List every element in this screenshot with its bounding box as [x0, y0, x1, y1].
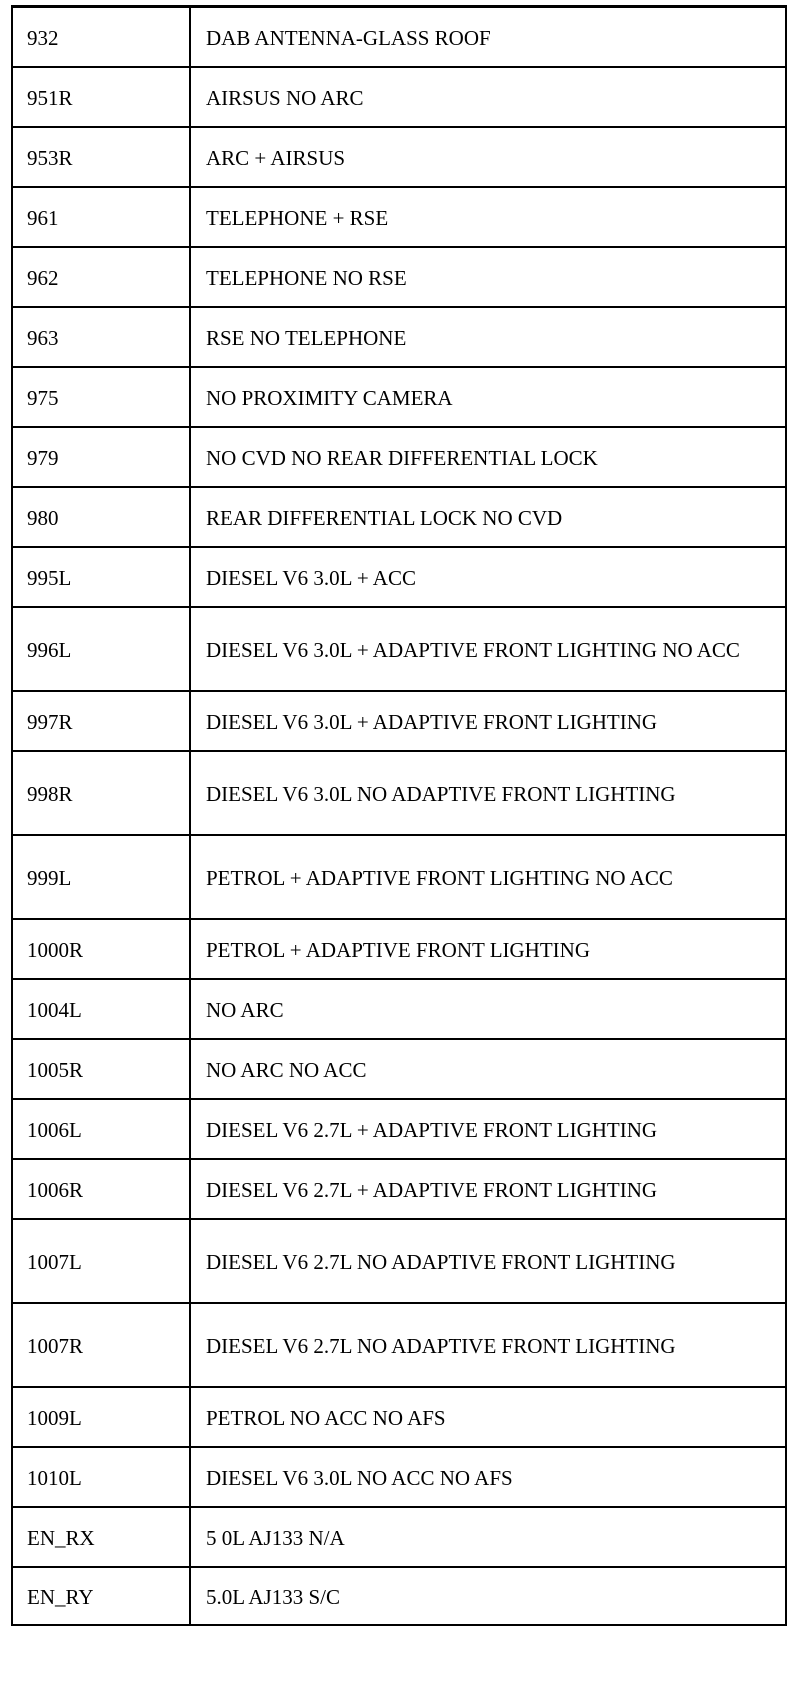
table-row	[12, 67, 786, 127]
option-code: EN_RX	[12, 1507, 190, 1567]
option-code: EN_RY	[12, 1567, 190, 1625]
option-code: 961	[12, 187, 190, 247]
table-row	[12, 979, 786, 1039]
option-code: 997R	[12, 691, 190, 751]
table-row	[12, 7, 786, 68]
option-description: NO ARC	[190, 979, 786, 1039]
table-row	[12, 1567, 786, 1625]
option-code: 1000R	[12, 919, 190, 979]
option-code: 1009L	[12, 1387, 190, 1447]
option-description: NO ARC NO ACC	[190, 1039, 786, 1099]
option-description: REAR DIFFERENTIAL LOCK NO CVD	[190, 487, 786, 547]
table-row	[12, 691, 786, 751]
table-row	[12, 607, 786, 691]
option-code: 995L	[12, 547, 190, 607]
option-description: DIESEL V6 2.7L + ADAPTIVE FRONT LIGHTING	[190, 1159, 786, 1219]
option-description: PETROL + ADAPTIVE FRONT LIGHTING	[190, 919, 786, 979]
table-row	[12, 1507, 786, 1567]
option-description: ARC + AIRSUS	[190, 127, 786, 187]
option-description: PETROL + ADAPTIVE FRONT LIGHTING NO ACC	[190, 835, 786, 919]
option-code-table	[11, 5, 787, 1626]
table-row	[12, 307, 786, 367]
option-code: 1005R	[12, 1039, 190, 1099]
option-description: 5 0L AJ133 N/A	[190, 1507, 786, 1567]
option-code: 962	[12, 247, 190, 307]
option-code: 963	[12, 307, 190, 367]
option-description: 5.0L AJ133 S/C	[190, 1567, 786, 1625]
table-row	[12, 1447, 786, 1507]
option-code: 953R	[12, 127, 190, 187]
table-row	[12, 1219, 786, 1303]
table-row	[12, 835, 786, 919]
option-code: 1007R	[12, 1303, 190, 1387]
option-description: NO CVD NO REAR DIFFERENTIAL LOCK	[190, 427, 786, 487]
option-code: 1010L	[12, 1447, 190, 1507]
table-row	[12, 187, 786, 247]
option-description: DAB ANTENNA-GLASS ROOF	[190, 7, 786, 68]
option-code: 932	[12, 7, 190, 68]
table-row	[12, 487, 786, 547]
option-code: 1006R	[12, 1159, 190, 1219]
table-row	[12, 751, 786, 835]
option-description: DIESEL V6 2.7L + ADAPTIVE FRONT LIGHTING	[190, 1099, 786, 1159]
table-row	[12, 919, 786, 979]
option-description: DIESEL V6 2.7L NO ADAPTIVE FRONT LIGHTING	[190, 1219, 786, 1303]
table-row	[12, 1303, 786, 1387]
option-code: 951R	[12, 67, 190, 127]
table-row	[12, 1039, 786, 1099]
option-description: DIESEL V6 2.7L NO ADAPTIVE FRONT LIGHTING	[190, 1303, 786, 1387]
option-code: 1004L	[12, 979, 190, 1039]
option-description: DIESEL V6 3.0L NO ADAPTIVE FRONT LIGHTING	[190, 751, 786, 835]
option-description: DIESEL V6 3.0L + ACC	[190, 547, 786, 607]
option-code: 1007L	[12, 1219, 190, 1303]
option-description: TELEPHONE + RSE	[190, 187, 786, 247]
table-row	[12, 1387, 786, 1447]
table-row	[12, 427, 786, 487]
option-description: TELEPHONE NO RSE	[190, 247, 786, 307]
option-description: DIESEL V6 3.0L + ADAPTIVE FRONT LIGHTING NO ACC	[190, 607, 786, 691]
option-description: PETROL NO ACC NO AFS	[190, 1387, 786, 1447]
option-code: 999L	[12, 835, 190, 919]
table-row	[12, 547, 786, 607]
option-code: 975	[12, 367, 190, 427]
option-description: RSE NO TELEPHONE	[190, 307, 786, 367]
option-code: 979	[12, 427, 190, 487]
option-code: 980	[12, 487, 190, 547]
table-row	[12, 1159, 786, 1219]
option-code: 996L	[12, 607, 190, 691]
table-row	[12, 1099, 786, 1159]
option-description: DIESEL V6 3.0L + ADAPTIVE FRONT LIGHTING	[190, 691, 786, 751]
option-code: 998R	[12, 751, 190, 835]
option-description: AIRSUS NO ARC	[190, 67, 786, 127]
option-description: NO PROXIMITY CAMERA	[190, 367, 786, 427]
table-row	[12, 127, 786, 187]
table-row	[12, 367, 786, 427]
option-code: 1006L	[12, 1099, 190, 1159]
table-row	[12, 247, 786, 307]
option-description: DIESEL V6 3.0L NO ACC NO AFS	[190, 1447, 786, 1507]
